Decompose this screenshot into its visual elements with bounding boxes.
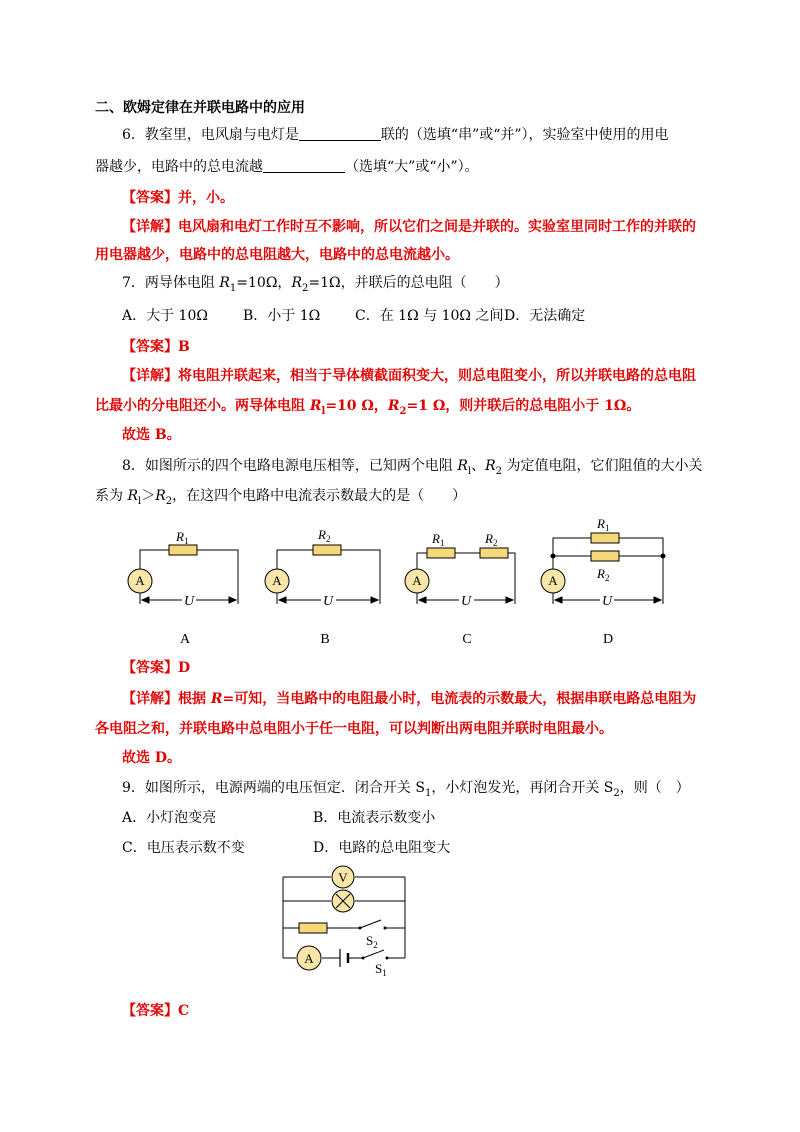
svg-text:A: A <box>304 951 314 966</box>
resistor-label: R <box>176 529 184 544</box>
q7-choose: 故选 B。 <box>122 427 181 443</box>
q7-option-d[interactable]: D．无法确定 <box>504 308 586 324</box>
resistor-label: R <box>432 531 440 546</box>
q7-detail-1: 【详解】将电阻并联起来，相当于导体横截面积变大，则总电阻变小，所以并联电路的总电阻 <box>122 368 696 384</box>
lamp-icon <box>332 890 354 912</box>
q6-blank1[interactable] <box>299 126 381 141</box>
ammeter-label: A <box>272 573 282 588</box>
voltage-label: U <box>601 594 613 609</box>
q6-line1: 6．教室里，电风扇与电灯是 联的（选填“串”或“并”），实验室中使用的用电 <box>122 127 669 143</box>
resistor-label: R <box>597 566 605 581</box>
q8-answer: 【答案】D <box>122 660 191 676</box>
resistor-label: R <box>318 527 326 542</box>
ammeter-icon <box>128 569 565 593</box>
q9-stem: 9．如图所示，电源两端的电压恒定．闭合开关 $S_1$，小灯泡发光，再闭合开关 $S_2$，则（ ） <box>122 780 690 799</box>
q9-figure <box>0 860 800 985</box>
q7-option-c[interactable]: C．在 1Ω 与 10Ω 之间 <box>355 308 504 324</box>
q8-detail-2: 各电阻之和，并联电路中总电阻小于任一电阻，可以判断出两电阻并联时电阻最小。 <box>95 721 613 737</box>
svg-text:V: V <box>338 870 348 885</box>
q9-answer: 【答案】C <box>122 1003 190 1019</box>
ammeter-icon <box>297 946 321 970</box>
q9-option-a[interactable]: A．小灯泡变亮 <box>122 810 217 826</box>
resistor-label: R <box>597 516 605 531</box>
voltage-label: U <box>183 594 195 609</box>
q8-detail-1: 【详解】根据 R=可知，当电路中的电阻最小时，电流表的示数最大，根据串联电路总电阻为 <box>122 691 697 707</box>
q7-stem: 7．两导体电阻 $R_1=10\Omega$，$R_2=1\Omega$，并联后的总电阻（ ） <box>122 275 509 294</box>
q8-line2: 系为 $R_l>R_2$，在这四个电路中电流表示数最大的是（ ） <box>95 488 467 507</box>
figure-label-b: B <box>320 632 330 647</box>
q6-detail-1: 【详解】电风扇和电灯工作时互不影响，所以它们之间是并联的。实验室里同时工作的并联的 <box>122 219 696 235</box>
voltage-label: U <box>322 594 334 609</box>
svg-text:R2: $R_2$ <box>485 531 498 548</box>
svg-text:R1: $R_1$ <box>176 529 189 546</box>
q6-blank2[interactable] <box>263 158 345 173</box>
q7-answer: 【答案】B <box>122 339 190 355</box>
figure-label-a: A <box>179 632 191 647</box>
q6-detail-2: 用电器越少，电路中的总电阻越大，电路中的总电流越小。 <box>95 247 459 263</box>
ammeter-label: A <box>412 573 422 588</box>
resistor-label: R <box>485 531 493 546</box>
q7-option-b[interactable]: B．小于 1Ω <box>243 308 321 324</box>
q6-line2: 器越少，电路中的总电流越 （选填“大”或“小”）。 <box>95 159 479 175</box>
svg-text:R1: $R_1$ <box>597 516 610 533</box>
resistor-icon <box>299 923 327 933</box>
svg-text:R1: $R_1$ <box>432 531 445 548</box>
q9-option-b[interactable]: B．电流表示数变小 <box>313 810 436 826</box>
q7-detail-2: 比最小的分电阻还小。两导体电阻 $R_l=10$ Ω，$R_2=1$ Ω，则并联后的总电阻小于 1Ω。 <box>95 398 641 417</box>
battery-icon <box>340 949 348 967</box>
q8-line1: 8．如图所示的四个电路电源电压相等，已知两个电阻 $R_l$、$R_2$ 为定值电阻，它们阻值的大小关 <box>122 458 703 477</box>
ammeter-label: A <box>135 573 145 588</box>
switch-s1-label: $S_1$ <box>375 961 387 978</box>
q6-answer: 【答案】并，小。 <box>122 190 234 206</box>
ammeter-label: A <box>548 573 558 588</box>
q8-figure <box>0 510 800 650</box>
section-title: 二、欧姆定律在并联电路中的应用 <box>95 100 305 116</box>
q8-choose: 故选 D。 <box>122 750 182 766</box>
figure-label-d: D <box>602 632 614 647</box>
voltmeter-icon <box>332 866 354 888</box>
q9-option-c[interactable]: C．电压表示数不变 <box>122 840 245 856</box>
figure-label-c: C <box>462 632 472 647</box>
switch-s2-label: $S_2$ <box>366 933 378 950</box>
svg-text:R2: $R_2$ <box>318 527 331 544</box>
q9-option-d[interactable]: D．电路的总电阻变大 <box>313 840 451 856</box>
voltage-label: U <box>460 594 472 609</box>
svg-text:R2: $R_2$ <box>597 566 610 583</box>
q7-option-a[interactable]: A．大于 10Ω <box>122 308 208 324</box>
